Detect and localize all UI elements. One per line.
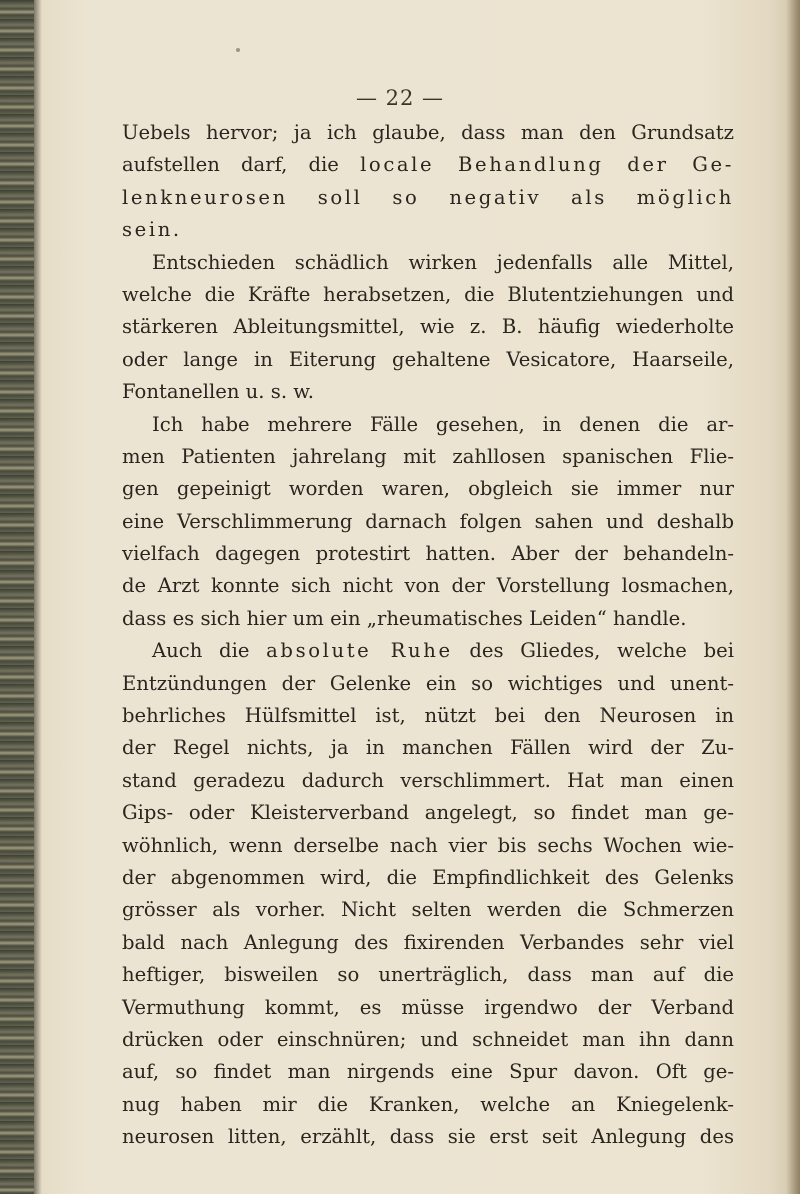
page-number: — 22 —	[355, 86, 445, 110]
text-line	[122, 830, 734, 862]
text-line	[122, 117, 734, 149]
text-line	[122, 506, 734, 538]
text-line	[122, 894, 734, 926]
text-segment: stand geradezu dadurch verschlimmert. Hat man einen	[122, 768, 734, 792]
emphasized-text: absolute Ruhe	[266, 639, 453, 663]
text-line	[122, 441, 734, 473]
text-line	[122, 992, 734, 1024]
text-segment: men Patienten jahrelang mit zahllosen spanischen Flie-	[122, 444, 734, 468]
text-segment: stärkeren Ableitungsmittel, wie z. B. häufig wiederholte	[122, 315, 734, 339]
text-segment: neurosen litten, erzählt, dass sie erst seit Anlegung des	[122, 1125, 734, 1149]
text-segment: vielfach dagegen protestirt hatten. Aber der behandeln-	[122, 542, 734, 566]
text-segment: des Gliedes, welche bei	[452, 639, 734, 663]
text-segment: eine Verschlimmerung darnach folgen sahen und deshalb	[122, 509, 734, 533]
text-line	[122, 635, 734, 667]
text-segment: Vermuthung kommt, es müsse irgendwo der Verband	[122, 995, 734, 1019]
text-line	[122, 862, 734, 894]
text-line	[122, 1056, 734, 1088]
text-line	[122, 1024, 734, 1056]
text-line	[122, 603, 734, 635]
book-binding	[0, 0, 34, 1194]
text-line	[122, 344, 734, 376]
text-line	[122, 570, 734, 602]
text-segment: drücken oder einschnüren; und schneidet man ihn dann	[122, 1027, 734, 1051]
text-line	[122, 279, 734, 311]
emphasized-text: lenkneurosen soll so negativ als möglich	[122, 185, 734, 209]
text-segment: Fontanellen u. s. w.	[122, 380, 314, 404]
binding-shadow	[34, 0, 42, 1194]
text-segment: welche die Kräfte herabsetzen, die Blutentziehungen und	[122, 282, 734, 306]
text-segment: bald nach Anlegung des fixirenden Verbandes sehr viel	[122, 930, 734, 954]
paper-speck	[236, 48, 240, 52]
body-text	[122, 117, 734, 1154]
text-segment: nug haben mir die Kranken, welche an Kniegelenk-	[122, 1092, 734, 1116]
emphasized-text: locale Behandlung der Ge-	[360, 153, 734, 177]
text-line	[122, 959, 734, 991]
text-segment: der abgenommen wird, die Empfindlichkeit des Gelenks	[122, 865, 734, 889]
text-line	[122, 1121, 734, 1153]
text-line	[122, 409, 734, 441]
text-line	[122, 149, 734, 181]
text-line	[122, 473, 734, 505]
text-line	[122, 214, 734, 246]
text-line	[122, 1089, 734, 1121]
text-segment: heftiger, bisweilen so unerträglich, dass man auf die	[122, 963, 734, 987]
text-line	[122, 247, 734, 279]
text-segment: Entzündungen der Gelenke ein so wichtiges und unent-	[122, 671, 734, 695]
text-segment: wöhnlich, wenn derselbe nach vier bis sechs Wochen wie-	[122, 833, 734, 857]
page-edge-shadow	[786, 0, 800, 1194]
text-segment: auf, so findet man nirgends eine Spur davon. Oft ge-	[122, 1060, 734, 1084]
text-segment: Ich habe mehrere Fälle gesehen, in denen die ar-	[152, 412, 734, 436]
text-segment: Entschieden schädlich wirken jedenfalls alle Mittel,	[152, 250, 734, 274]
text-line	[122, 182, 734, 214]
text-line	[122, 376, 734, 408]
text-segment: Gips- oder Kleisterverband angelegt, so findet man ge-	[122, 801, 734, 825]
text-segment: der Regel nichts, ja in manchen Fällen wird der Zu-	[122, 736, 734, 760]
text-segment: Uebels hervor; ja ich glaube, dass man den Grundsatz	[122, 121, 734, 144]
text-line	[122, 668, 734, 700]
text-line	[122, 797, 734, 829]
emphasized-text: sein.	[122, 218, 182, 242]
text-segment: oder lange in Eiterung gehaltene Vesicatore, Haarseile,	[122, 347, 734, 371]
text-line	[122, 732, 734, 764]
text-segment: grösser als vorher. Nicht selten werden die Schmerzen	[122, 898, 734, 922]
text-line	[122, 311, 734, 343]
text-line	[122, 700, 734, 732]
text-segment: Auch die	[152, 639, 267, 663]
text-segment: behrliches Hülfsmittel ist, nützt bei den Neurosen in	[122, 704, 734, 728]
text-segment: aufstellen darf, die	[122, 153, 361, 177]
text-segment: de Arzt konnte sich nicht von der Vorstellung losmachen,	[122, 574, 734, 598]
text-line	[122, 538, 734, 570]
text-line	[122, 927, 734, 959]
text-segment: gen gepeinigt worden waren, obgleich sie immer nur	[122, 477, 734, 501]
text-line	[122, 765, 734, 797]
text-segment: dass es sich hier um ein „rheumatisches Leiden“ handle.	[122, 606, 687, 630]
